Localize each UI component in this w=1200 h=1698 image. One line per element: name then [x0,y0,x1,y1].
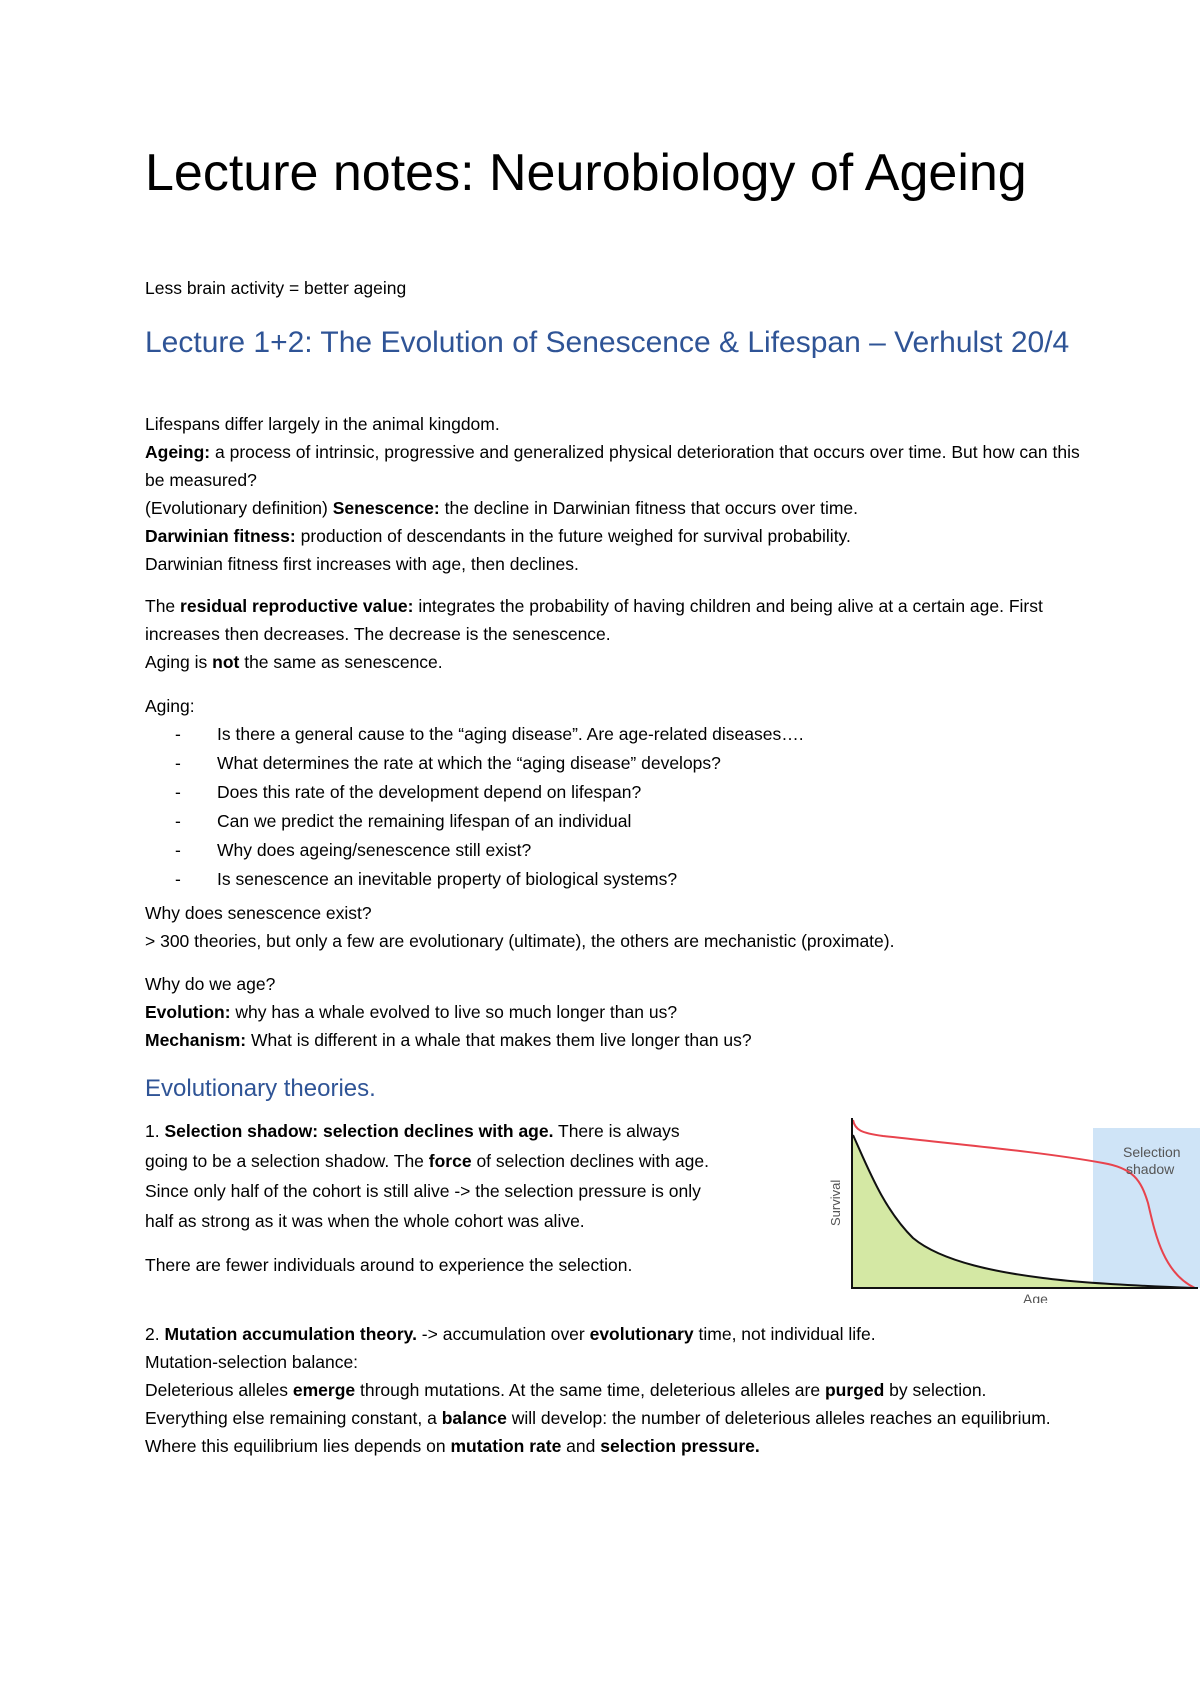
residual-section [145,592,1080,676]
aging-vs-senescence: Aging is not the same as senescence. [145,652,443,672]
list-item: - Can we predict the remaining lifespan of an individual [175,811,632,831]
darwinian-fitness-note: Darwinian fitness first increases with age, then declines. [145,554,579,574]
intro-line: Lifespans differ largely in the animal kingdom. [145,414,500,434]
aging-question-list [145,720,1080,894]
selection-shadow-note: There are fewer individuals around to experience the selection. [145,1255,633,1275]
ageing-definition: Ageing: a process of intrinsic, progressive and generalized physical deterioration that occurs over time. But how can this be measured? [145,442,1080,490]
shadow-label-1: Selection [1123,1144,1181,1160]
evolutionary-theories-heading: Evolutionary theories. [145,1075,376,1102]
page-title: Lecture notes: Neurobiology of Ageing [145,144,1027,202]
why-age-section [145,970,1080,1054]
list-item: - What determines the rate at which the “aging disease” develops? [175,753,721,773]
mutation-accumulation-section [145,1320,1080,1460]
selection-shadow-figure [743,1108,1200,1303]
page-subtitle: Less brain activity = better ageing [145,278,407,298]
darwinian-fitness-definition: Darwinian fitness: production of descendants in the future weighed for survival probability. [145,526,851,546]
equilibrium-line: Everything else remaining constant, a balance will develop: the number of deleterious alleles reaches an equilibrium. Where this equilibrium lies depends on mutation rate and selection pressure. [145,1408,1051,1456]
lecture-heading: Lecture 1+2: The Evolution of Senescence & Lifespan – Verhulst 20/4 [145,326,1070,359]
why-senescence-answer: > 300 theories, but only a few are evolutionary (ultimate), the others are mechanistic (proximate). [145,931,895,951]
y-axis-label: Survival [828,1179,843,1226]
mutation-balance-label: Mutation-selection balance: [145,1352,359,1372]
why-age-question: Why do we age? [145,974,276,994]
aging-label: Aging: [145,696,195,716]
mechanism-line: Mechanism: What is different in a whale that makes them live longer than us? [145,1030,752,1050]
list-item: - Why does ageing/senescence still exist? [175,840,532,860]
intro-section [145,410,1080,578]
x-axis-label: Age [1023,1291,1048,1303]
shadow-label-2: shadow [1126,1161,1175,1177]
selection-shadow-text: 1. Selection shadow: selection declines with age. There is always going to be a selection shadow. The force of selection declines with age. Since only half of the cohort is still alive -> the selection pressure is only half as strong as it was when the whole cohort was alive. [145,1121,709,1231]
list-item: - Does this rate of the development depend on lifespan? [175,782,642,802]
selection-shadow-diagram [743,1108,1200,1303]
list-item: - Is senescence an inevitable property of biological systems? [175,869,678,889]
mutation-heading-line: 2. Mutation accumulation theory. -> accumulation over evolutionary time, not individual life. [145,1324,876,1344]
list-item: - Is there a general cause to the “aging disease”. Are age-related diseases…. [175,724,804,744]
residual-definition: The residual reproductive value: integrates the probability of having children and being alive at a certain age. First increases then decreases. The decrease is the senescence. [145,596,1043,644]
selection-shadow-section [145,1116,715,1280]
senescence-definition: (Evolutionary definition) Senescence: the decline in Darwinian fitness that occurs over time. [145,498,858,518]
deleterious-alleles-line: Deleterious alleles emerge through mutations. At the same time, deleterious alleles are purged by selection. [145,1380,987,1400]
evolution-line: Evolution: why has a whale evolved to live so much longer than us? [145,1002,678,1022]
why-senescence-section [145,899,1080,955]
why-senescence-question: Why does senescence exist? [145,903,372,923]
